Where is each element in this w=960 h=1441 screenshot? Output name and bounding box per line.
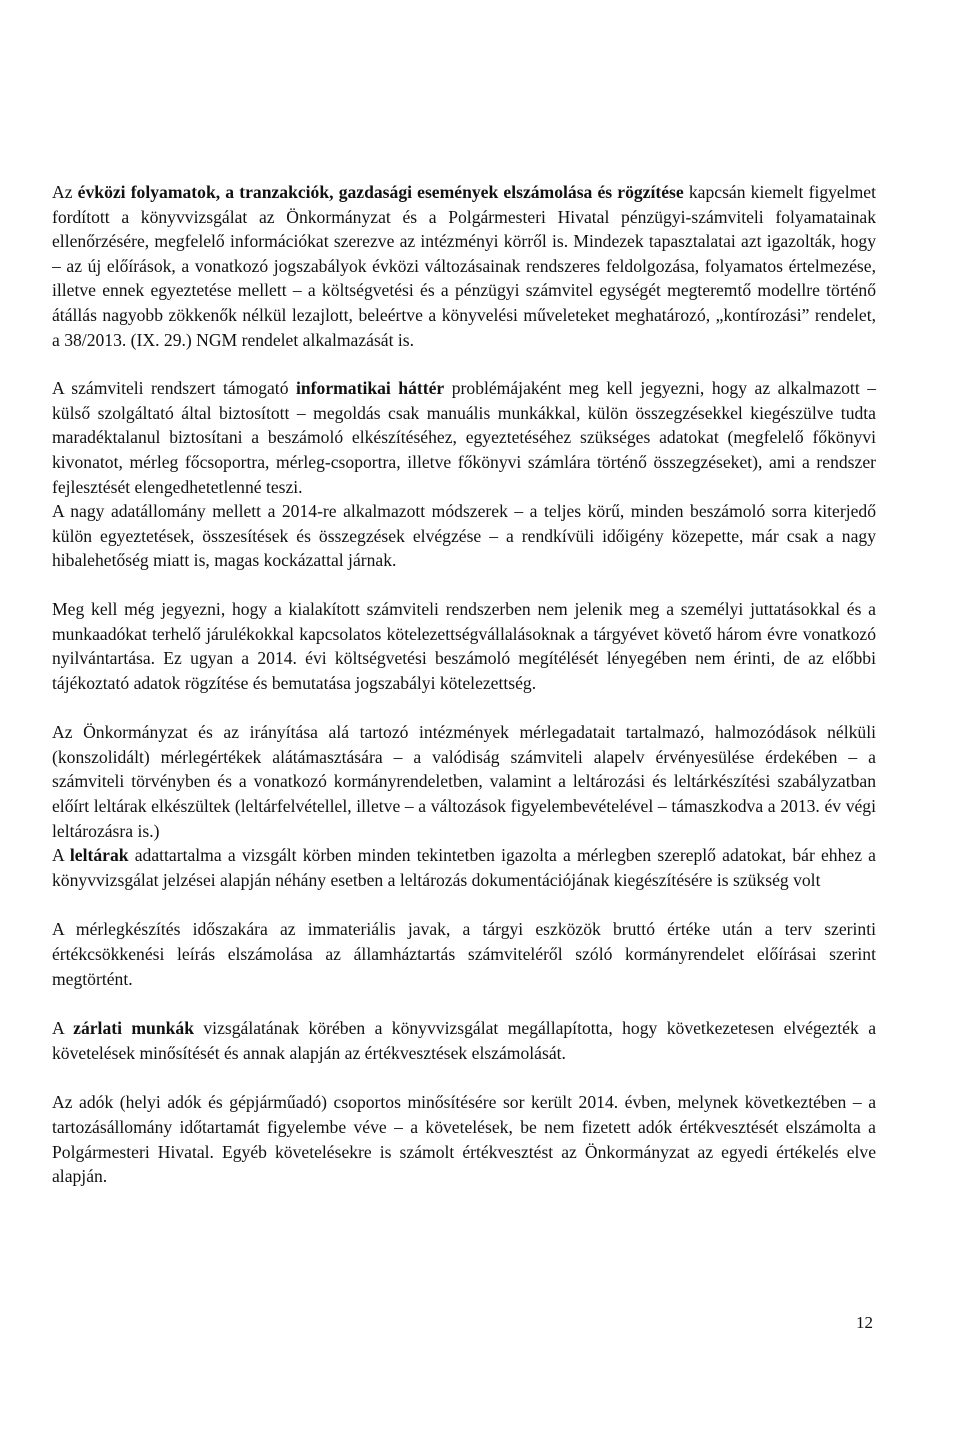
text-run: Az adók (helyi adók és gépjárműadó) csoportos minősítésére sor került 2014. évben, melynek következtében – a tartozásállomány időtartamát figyelembe véve – a követelések, be nem fizetett adók értékvesztését elszámolta a Polgármesteri Hivatal. Egyéb követelésekre is számolt értékvesztést az Önkormányzat az egyedi értékelés elve alapján. — [52, 1092, 876, 1187]
paragraph-nagy-adatallomany — [52, 499, 876, 573]
bold-phrase: leltárak — [69, 845, 129, 866]
text-run: A mérlegkészítés időszakára az immateriális javak, a tárgyi eszközök bruttó értéke után a terv szerinti értékcsökkenési leírás elszámolása az államháztartás számviteléről szóló kormányrendelet előírásai szerint megtörtént. — [52, 919, 876, 989]
text-run: adattartalma a vizsgált körben minden tekintetben igazolta a mérlegben szereplő adatokat, bár ehhez a könyvvizsgálat jelzései alapján néhány esetben a leltározás dokumentációjának kiegészítésére is szükség volt — [52, 845, 876, 890]
text-run: Meg kell még jegyezni, hogy a kialakított számviteli rendszerben nem jelenik meg a személyi juttatásokkal és a munkaadókat terhelő járulékokkal kapcsolatos kötelezettségvállalásoknak a tárgyévet követő három évre vonatkozó nyilvántartása. Ez ugyan a 2014. évi költségvetési beszámoló megítélését lényegében nem érinti, de az előbbi tájékoztató adatok rögzítése és bemutatása jogszabályi kötelezettség. — [52, 598, 876, 693]
bold-phrase: informatikai háttér — [296, 378, 445, 399]
paragraph-zarlati-munkak — [52, 1016, 876, 1065]
paragraph-spacer — [52, 352, 876, 376]
page-number: 12 — [856, 1313, 873, 1332]
paragraph-informatikai-hatter — [52, 376, 876, 499]
paragraph-spacer — [52, 892, 876, 917]
text-run: A — [52, 845, 70, 866]
text-run: problémájaként meg kell jegyezni, hogy az alkalmazott – külső szolgáltató által biztosított – megoldás csak manuális munkákkal, külön összegzésekkel kiegészülve tudta maradéktalanul biztosítani a beszámoló elkészítéséhez, egyeztetéséhez szükséges adatokat (megfelelő főkönyvi kivonatot, mérleg főcsoportra, mérleg-csoportra, illetve főkönyvi számlára történő összegzéseket), ami a rendszer fejlesztését elengedhetetlenné teszi. — [52, 378, 877, 497]
text-run: A nagy adatállomány mellett a 2014-re alkalmazott módszerek – a teljes körű, minden beszámoló sorra kiterjedő külön egyeztetések, összesítések és összegzések elvégzése – a rendkívüli időigény közepette, már csak a nagy hibalehetőség miatt is, magas kockázattal járnak. — [52, 501, 876, 571]
bold-phrase: évközi folyamatok, a tranzakciók, gazdasági események elszámolása és rögzítése — [77, 182, 684, 202]
paragraph-spacer — [52, 1065, 876, 1090]
text-run: A — [52, 1018, 74, 1039]
paragraph-evkozi-folyamatok — [52, 180, 876, 352]
paragraph-spacer — [52, 695, 876, 720]
paragraph-adok — [52, 1090, 876, 1188]
paragraph-leltarak — [52, 843, 876, 892]
paragraph-szemelyi-juttatasok — [52, 597, 876, 695]
bold-phrase: zárlati munkák — [73, 1018, 194, 1039]
text-run: Az — [52, 182, 78, 202]
text-run: vizsgálatának körében a könyvvizsgálat megállapította, hogy következetesen elvégezték a követelések minősítését és annak alapján az értékvesztések elszámolását. — [52, 1018, 876, 1063]
text-run: kapcsán kiemelt figyelmet fordított a könyvvizsgálat az Önkormányzat és a Polgármesteri Hivatal pénzügyi-számviteli folyamatainak ellenőrzésére, megfelelő információkat szerezve az intézményi körről is. Mindezek tapasztalatai azt igazolták, hogy – az új előírások, a vonatkozó jogszabályok évközi változásainak rendszeres feldolgozása, folyamatos értelmezése, illetve ennek egyeztetése mellett – a költségvetési és a pénzügyi számvitel egységét megteremtő modellre történő átállás nagyobb zökkenők nélkül lezajlott, beleértve a könyvelési műveleteket meghatározó, „kontírozási” rendelet, a 38/2013. (IX. 29.) NGM rendelet alkalmazását is. — [52, 182, 877, 350]
paragraph-spacer — [52, 573, 876, 597]
paragraph-konszolidalt-mérleg — [52, 720, 876, 843]
document-body — [52, 180, 876, 1189]
text-run: Az Önkormányzat és az irányítása alá tartozó intézmények mérlegadatait tartalmazó, halmozódások nélküli (konszolidált) mérlegértékek alátámasztására – a valódiság számviteli alapelv érvényesülése érdekében – a számviteli törvényben és a vonatkozó kormányrendeletben, valamint a leltározási és leltárkészítési szabályzatban előírt leltárak elkészültek (leltárfelvétellel, illetve – a változások figyelembevételével – támaszkodva a 2013. év végi leltározásra is.) — [52, 722, 876, 841]
paragraph-mérlegkészítés — [52, 917, 876, 991]
text-run: A számviteli rendszert támogató — [52, 378, 296, 399]
paragraph-spacer — [52, 991, 876, 1016]
